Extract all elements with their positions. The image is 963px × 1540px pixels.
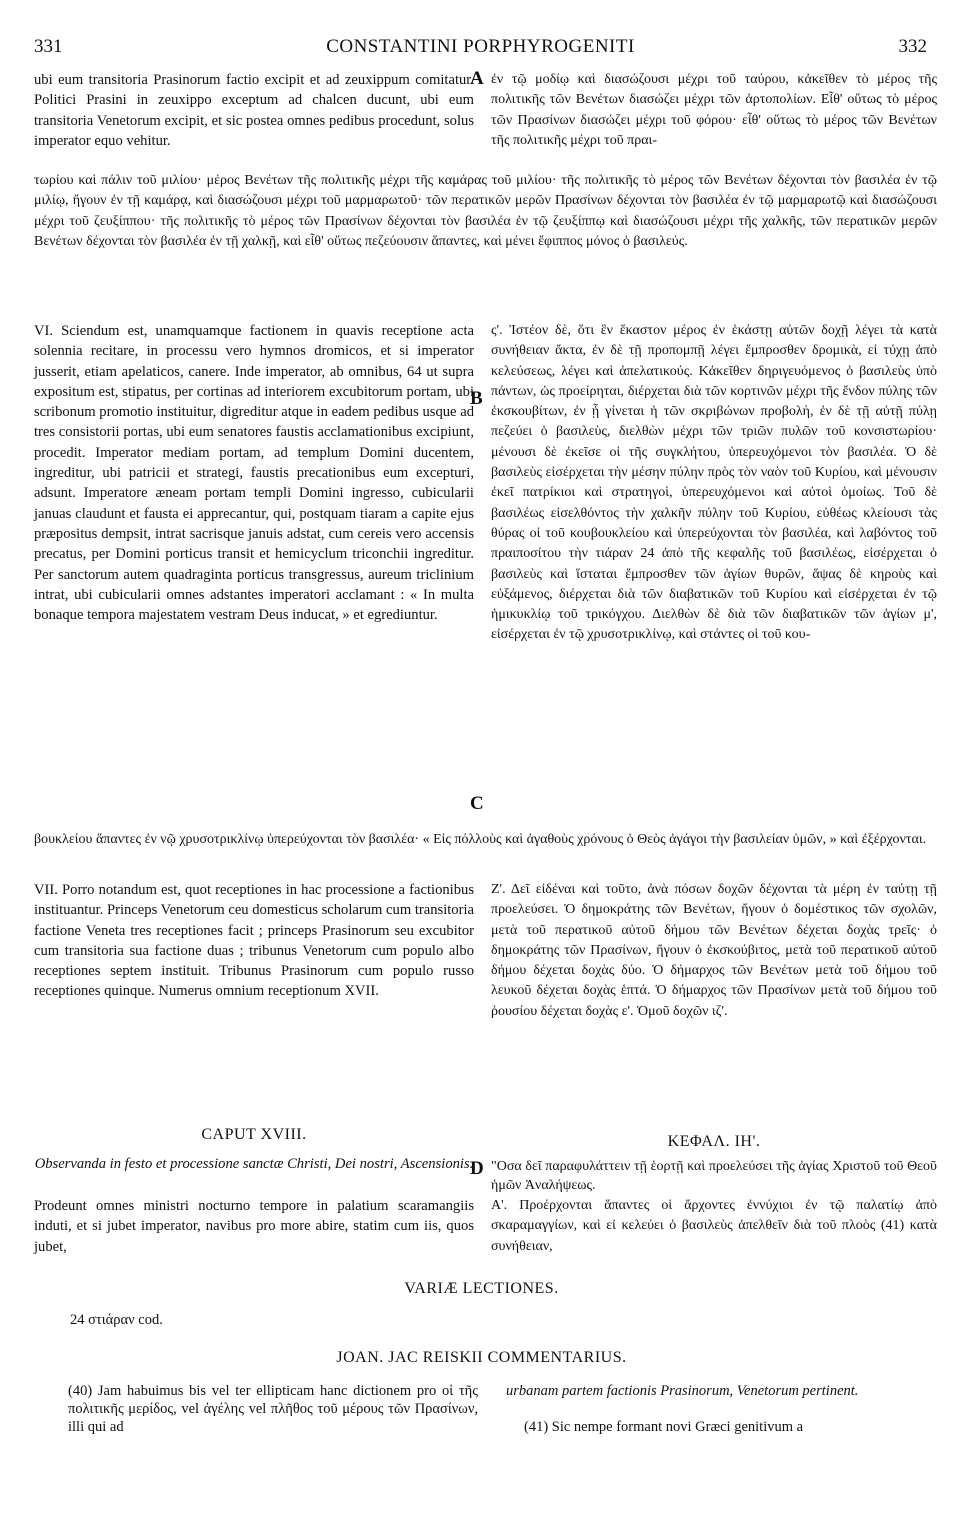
commentary-note-41: (41) Sic nempe formant novi Græci genitivum a bbox=[524, 1419, 804, 1435]
variae-lectiones-heading: VARIÆ LECTIONES. bbox=[404, 1280, 559, 1297]
commentary-heading: JOAN. JAC REISKII COMMENTARIUS. bbox=[336, 1349, 627, 1366]
greek-paragraph-1-continued: τωρίου καὶ πάλιν τοῦ μιλίου· μέρος Βενέτων τῆς πολιτικῆς μέχρι τῆς καμάρας τοῦ μιλίου· τῆς πολιτικῆς τὸ μέρος τῶν Βενέτων δέχονται τὸν βασιλέα ἐν τῷ μιλίῳ, ἤγουν ἐν τῇ καμάρᾳ, καὶ διασώζουσι μέχρι τοῦ μαρμαρωτοῦ· τῶν περατικῶν μερῶν Πρασίνων δέχονται τὸν βασιλέα ἐν τῷ μαρμαρωτῷ καὶ διασώζουσι μέχρι τοῦ ζευξίππου· τῆς πολιτικῆς τὸ μέρος τῶν Πρασίνων δέχονται τὸν βασιλέα ἐν τῷ ζευξίππῳ καὶ διασώζουσι μέχρι τῆς χαλκῆς, τῶν περατικῶν μερῶν Βενέτων δέχονται τὸν βασιλέα ἐν τῇ χαλκῇ, καὶ εἶθ' οὕτως πεζεύουσιν ἅπαντες, καὶ μένει ἔφιππος μόνος ὁ βασιλεύς. bbox=[34, 173, 937, 249]
greek-paragraph-4: Α'. Προέρχονται ἅπαντες οἱ ἄρχοντες ἐννύχιοι ἐν τῷ παλατίῳ ἀπὸ σκαραμαγγίων, καὶ εἰ κελεύει ὁ βασιλεὺς ἀπελθεῖν διὰ τοῦ πλοὸς (41) κατὰ συνήθειαν, bbox=[491, 1198, 937, 1254]
latin-paragraph-4: Prodeunt omnes ministri nocturno tempore in palatium scaramangiis induti, et si jubet imperator, navibus pro more abire, statim cum iis, quos jubet, bbox=[34, 1198, 474, 1255]
margin-letter-d: D bbox=[470, 1158, 484, 1179]
latin-paragraph-3: VII. Porro notandum est, quot receptiones in hac processione a factionibus instituantur. Princeps Venetorum ceu domesticus scholarum cum transitoria factione Veneta tres receptiones facit ; princeps Prasinorum seu excubitor cum transitoria sua factione duas ; tribunus Venetorum cum populo albo receptiones septem instituit. Tribunus Prasinorum cum populo russo receptiones quinque. Numerus omnium receptionum XVII. bbox=[34, 882, 474, 1000]
latin-paragraph-1: ubi eum transitoria Prasinorum factio excipit et ad zeuxippum comitatur. Politici Prasini in zeuxippo exceptum ad chalcen ducunt, ubi eum transitoria Venetorum excipit, et sic postea omnes pedibus procedunt, solus imperator equo vehitur. bbox=[34, 72, 474, 149]
greek-paragraph-1: ἐν τῷ μοδίῳ καὶ διασώζουσι μέχρι τοῦ ταύρου, κἀκεῖθεν τὸ μέρος τῆς πολιτικῆς τῶν Βενέτων διασώζει μέχρι τῶν ἀρτοπολίων. Εἶθ' οὕτως τὸ μέρος τῶν Πρασίνων διασώζει μέχρι τοῦ φόρου· εἶθ' οὕτως τὸ μέρος τῶν Βενέτων τῆς πολιτικῆς μέχρι τοῦ πραι- bbox=[491, 72, 937, 148]
latin-paragraph-2: VI. Sciendum est, unamquamque factionem in quavis receptione acta solennia recitare, in processu vero hymnos dromicos, et si imperator jusserit, etiam apelaticos, canere. Inde imperator, ab omnibus, 64 ut supra expositum est, stipatus, per cortinas ad interiorem excubitorum portam, ubi scribonum promotio instituitur, digreditur atque in eadem pedibus usque ad tres consistorii portas, ubi eum senatores faustis acclamationibus excipiunt, procedit. Imperator mediam portam, ad templum Domini ducentem, ingreditur, ubi patricii et strategi, faustis precationibus eum excepturi, adsunt. Imperatore æneam portam templi Domini ingresso, cubicularii januas claudunt et fausta ei apprecantur, qui, postquam tiaram a capite ejus præpositus dempsit, intrat sacrisque januis adstat, cum cereis vero accensis precatus, per Domini porticus transit et hemicyclum triconchii ingreditur. Per sanctorum autem quadraginta porticus transgressus, aureum triclinium intrat, ubi cubicularii omnes adstantes imperatori acclamant : « In multa bonaque tempora majestatem vestram Deus inducat, » et egrediuntur. bbox=[34, 323, 474, 624]
page-number-left: 331 bbox=[34, 36, 63, 57]
margin-letter-a: A bbox=[470, 68, 484, 89]
chapter-title-latin: CAPUT XVIII. bbox=[201, 1126, 307, 1143]
commentary-note-40: (40) Jam habuimus bis vel ter ellipticam hanc dictionem pro οἱ τῆς πολιτικῆς μερίδος, vel ἀγέλης vel πλῆθος τοῦ μέρους τῶν Πρασίνων, illi qui ad bbox=[68, 1383, 478, 1435]
margin-letter-b: B bbox=[470, 388, 483, 409]
variant-reading-note: 24 στιάραν cod. bbox=[70, 1312, 163, 1328]
chapter-subtitle-greek: "Οσα δεῖ παραφυλάττειν τῇ ἑορτῇ καὶ προελεύσει τῆς ἁγίας Χριστοῦ τοῦ Θεοῦ ἡμῶν Ἀναλήψεως. bbox=[491, 1159, 937, 1193]
greek-paragraph-2: ς'. Ἰστέον δὲ, ὅτι ἓν ἕκαστον μέρος ἐν ἑκάστῃ αὐτῶν δοχῇ λέγει τὰ κατὰ συνήθειαν ἄκτα, ἐν δὲ τῇ προπομπῇ λέγει ἔμπροσθεν δρομικὰ, εἰ τύχῃ ἀπὸ κελεύσεως, λέγει καὶ ἀπελατικούς. Κἀκεῖθεν δηριγευόμενος ὁ βασιλεὺς ὑπὸ πάντων, ὡς προείρηται, διέρχεται διὰ τῶν κορτινῶν μέχρι τῆς ἔνδον πύλης τῶν ἐκσκουβίτων, ἐν ᾗ γίνεται ἡ τῶν σκριβώνων προβολὴ, ἐν δὲ τῇ αὐτῇ πύλῃ πεζεύει ὁ βασιλεὺς, διελθὼν μέχρι τῶν τριῶν πυλῶν τοῦ κονσιστωρίου· μένουσι δὲ ἐκεῖσε οἱ τῆς συγκλήτου, ὑπερευχόμενοι τὸν βασιλέα. Ὁ δὲ βασιλεὺς εἰσέρχεται τὴν μέσην πύλην πρὸς τὸν ναὸν τοῦ Κυρίου, καὶ μένουσιν ἐκεῖ πατρίκιοι καὶ στρατηγοὶ, ὑπερευχόμενοι καὶ αὐτοὶ ὁμοίως. Τοῦ δὲ βασιλέως εἰσελθόντος τὴν χαλκῆν πύλην τοῦ Κυρίου, εὐθέως κλείουσι τὰς θύρας οἱ τοῦ κουβουκλείου καὶ ὑπερεύχονται τὸν βασιλέα, καὶ λαβόντος τοῦ πραιποσίτου τὴν τιάραν 24 ἀπὸ τῆς κεφαλῆς τοῦ βασιλέως, εἰσέρχεται ὁ βασιλεὺς καὶ ἵσταται ἔμπροσθεν τῶν ἁγίων θυρῶν, ἅψας δὲ κηροὺς καὶ εὐξάμενος, διέρχεται διὰ τῶν διαβατικῶν τοῦ Κυρίου καὶ εἰσέρχεται ἐν τῷ ἡμικυκλίῳ τοῦ τρικόγχου. Διελθὼν δὲ διὰ τῶν διαβατικῶν τῶν ἁγίων μ', εἰσέρχεται ἐν τῷ χρυσοτρικλίνῳ, καὶ στάντες οἱ τοῦ κου- bbox=[491, 323, 937, 643]
chapter-title-greek: ΚΕΦΑΛ. ΙΗ'. bbox=[667, 1133, 761, 1150]
chapter-subtitle-latin: Observanda in festo et processione sanctæ Christi, Dei nostri, Ascensionis. bbox=[34, 1156, 474, 1172]
commentary-note-40-continued: urbanam partem factionis Prasinorum, Venetorum pertinent. bbox=[506, 1383, 859, 1399]
margin-letter-c: C bbox=[470, 793, 484, 814]
running-title: CONSTANTINI PORPHYROGENITI bbox=[326, 36, 635, 57]
greek-paragraph-2-continued: βουκλείου ἅπαντες ἐν νῷ χρυσοτρικλίνῳ ὑπερεύχονται τὸν βασιλέα· « Εἰς πόλλοὺς καὶ ἀγαθοὺς χρόνους ὁ Θεὸς ἀγάγοι τὴν βασιλείαν ὑμῶν, » καὶ ἐξέρχονται. bbox=[34, 832, 927, 847]
greek-paragraph-3: Ζ'. Δεῖ εἰδέναι καὶ τοῦτο, ἀνὰ πόσων δοχῶν δέχονται τὰ μέρη ἐν ταύτῃ τῇ προελεύσει. Ὁ δημοκράτης τῶν Βενέτων, ἤγουν ὁ δομέστικος τῶν σχολῶν, μετὰ τοῦ περατικοῦ αὐτοῦ δήμου τῶν Βενέτων δέχεται δοχὰς τρεῖς· ὁ δημοκράτης τῶν Πρασίνων, ἤγουν ὁ ἐκσκούβιτος, μετὰ τοῦ περατικοῦ αὐτοῦ δήμου δέχεται δοχὰς δύο. Ὁ δήμαρχος τῶν Βενέτων μετὰ τοῦ δήμου τοῦ λευκοῦ δέχεται δοχὰς ἑπτά. Ὁ δήμαρχος τῶν Πρασίνων μετὰ τοῦ δήμου τοῦ ῥουσίου δέχεται δοχὰς ε'. Ὁμοῦ δοχῶν ιζ'. bbox=[491, 882, 937, 1019]
running-header bbox=[34, 36, 927, 58]
page-number-right: 332 bbox=[898, 36, 927, 57]
